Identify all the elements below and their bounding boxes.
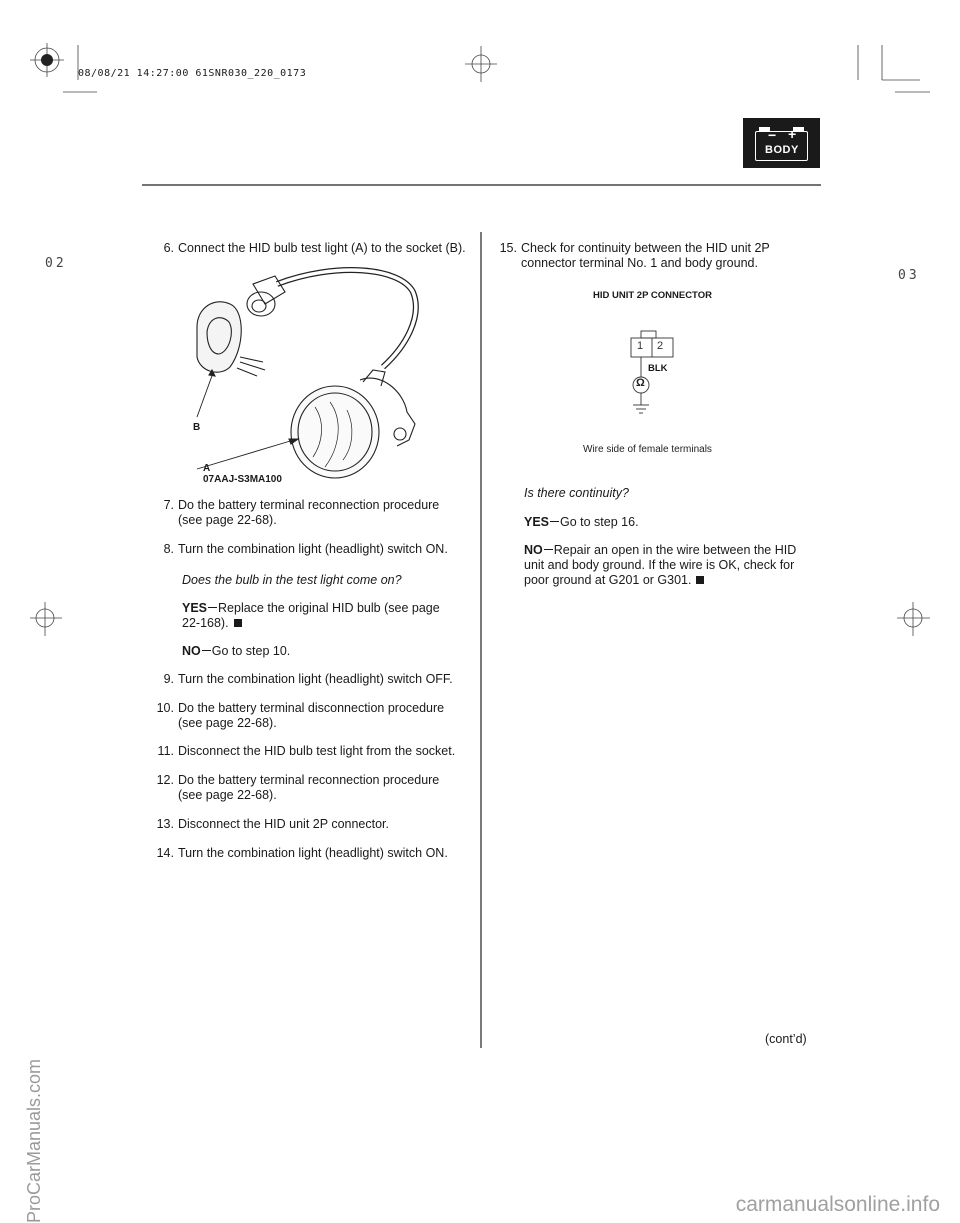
step-text-line1: Check for continuity between the HID unit 2P — [521, 241, 770, 255]
step-number: 6. — [163, 241, 174, 255]
step-text-line1: Do the battery terminal disconnection procedure — [178, 701, 445, 715]
body-section-badge — [743, 118, 820, 168]
step-9 — [150, 672, 453, 687]
step-number: 14. — [156, 846, 174, 860]
step-number: 15. — [499, 241, 517, 255]
connector-caption: Wire side of female terminals — [583, 444, 712, 455]
no-text: Go to step 10. — [211, 644, 291, 658]
no-text-line2: unit and body ground. If the wire is OK, check for — [524, 558, 795, 572]
step-text: Disconnect the HID unit 2P connector. — [178, 817, 389, 831]
page-marker-left: 02 — [45, 256, 67, 271]
no-branch — [182, 644, 290, 659]
step-7 — [150, 498, 439, 528]
dash-icon — [544, 549, 553, 550]
side-watermark: ProCarManuals.com — [24, 1058, 44, 1223]
no-label: NO — [524, 543, 543, 557]
step-text-line1: Do the battery terminal reconnection procedure — [178, 498, 440, 512]
step-number: 12. — [156, 773, 174, 787]
continued-label: (cont’d) — [765, 1032, 807, 1046]
no-text-line3: poor ground at G201 or G301. — [524, 573, 796, 588]
figure-code: 07AAJ-S3MA100 — [203, 474, 282, 485]
step-12 — [150, 773, 439, 803]
step-8 — [150, 542, 448, 557]
yes-branch — [182, 601, 440, 631]
step-text: Turn the combination light (headlight) switch ON. — [178, 846, 448, 860]
step-text-line2: connector terminal No. 1 and body ground. — [521, 256, 758, 270]
step-number: 7. — [163, 498, 174, 512]
dash-icon — [550, 521, 559, 522]
battery-icon — [753, 124, 810, 162]
yes-branch-15 — [524, 515, 639, 530]
pin-2-label: 2 — [657, 340, 664, 352]
step-text: Connect the HID bulb test light (A) to the socket (B). — [178, 241, 466, 255]
connector-title: HID UNIT 2P CONNECTOR — [593, 290, 712, 301]
step-number: 8. — [163, 542, 174, 556]
step-text-line2: (see page 22-68). — [178, 513, 277, 527]
yes-label: YES — [524, 515, 550, 529]
end-square-icon — [696, 576, 704, 584]
question-bulb: Does the bulb in the test light come on? — [182, 573, 402, 587]
print-stamp: 08/08/21 14:27:00 61SNR030_220_0173 — [78, 68, 307, 79]
step-text: Turn the combination light (headlight) switch ON. — [178, 542, 448, 556]
step-6 — [150, 241, 466, 256]
step-number: 9. — [163, 672, 174, 686]
step-number: 10. — [156, 701, 174, 715]
step-text: Disconnect the HID bulb test light from the socket. — [178, 744, 456, 758]
ohmmeter-icon: Ω — [636, 377, 645, 389]
yes-text-line1: Replace the original HID bulb (see page — [218, 601, 440, 615]
no-label: NO — [182, 644, 201, 658]
battery-plus: + — [788, 126, 797, 142]
question-continuity: Is there continuity? — [524, 486, 629, 500]
step-10 — [150, 701, 444, 731]
yes-label: YES — [182, 601, 208, 615]
footer-watermark: carmanualsonline.info — [735, 1193, 940, 1216]
page-marker-right: 03 — [898, 268, 920, 283]
step-text-line2: (see page 22-68). — [178, 788, 277, 802]
yes-text-line2: 22-168). — [182, 616, 440, 631]
no-branch-15 — [524, 543, 796, 588]
dash-icon — [202, 650, 211, 651]
step-15 — [493, 241, 770, 271]
end-square-icon — [234, 619, 242, 627]
step-text-line1: Do the battery terminal reconnection procedure — [178, 773, 440, 787]
no-text-line1: Repair an open in the wire between the HID — [553, 543, 797, 557]
step-number: 13. — [156, 817, 174, 831]
hid-test-light-illustration — [185, 262, 435, 482]
step-number: 11. — [157, 744, 174, 758]
battery-minus: − — [768, 127, 777, 143]
step-14 — [150, 846, 448, 861]
step-13 — [150, 817, 389, 832]
badge-label: BODY — [765, 144, 799, 156]
pin-1-label: 1 — [637, 340, 644, 352]
wire-color-label: BLK — [648, 363, 668, 374]
dash-icon — [208, 607, 217, 608]
step-text-line2: (see page 22-68). — [178, 716, 277, 730]
step-11 — [150, 744, 455, 759]
yes-text: Go to step 16. — [560, 515, 639, 529]
figure-label-a: A — [203, 463, 211, 474]
step-text: Turn the combination light (headlight) switch OFF. — [178, 672, 453, 686]
figure-label-b: B — [193, 422, 201, 433]
